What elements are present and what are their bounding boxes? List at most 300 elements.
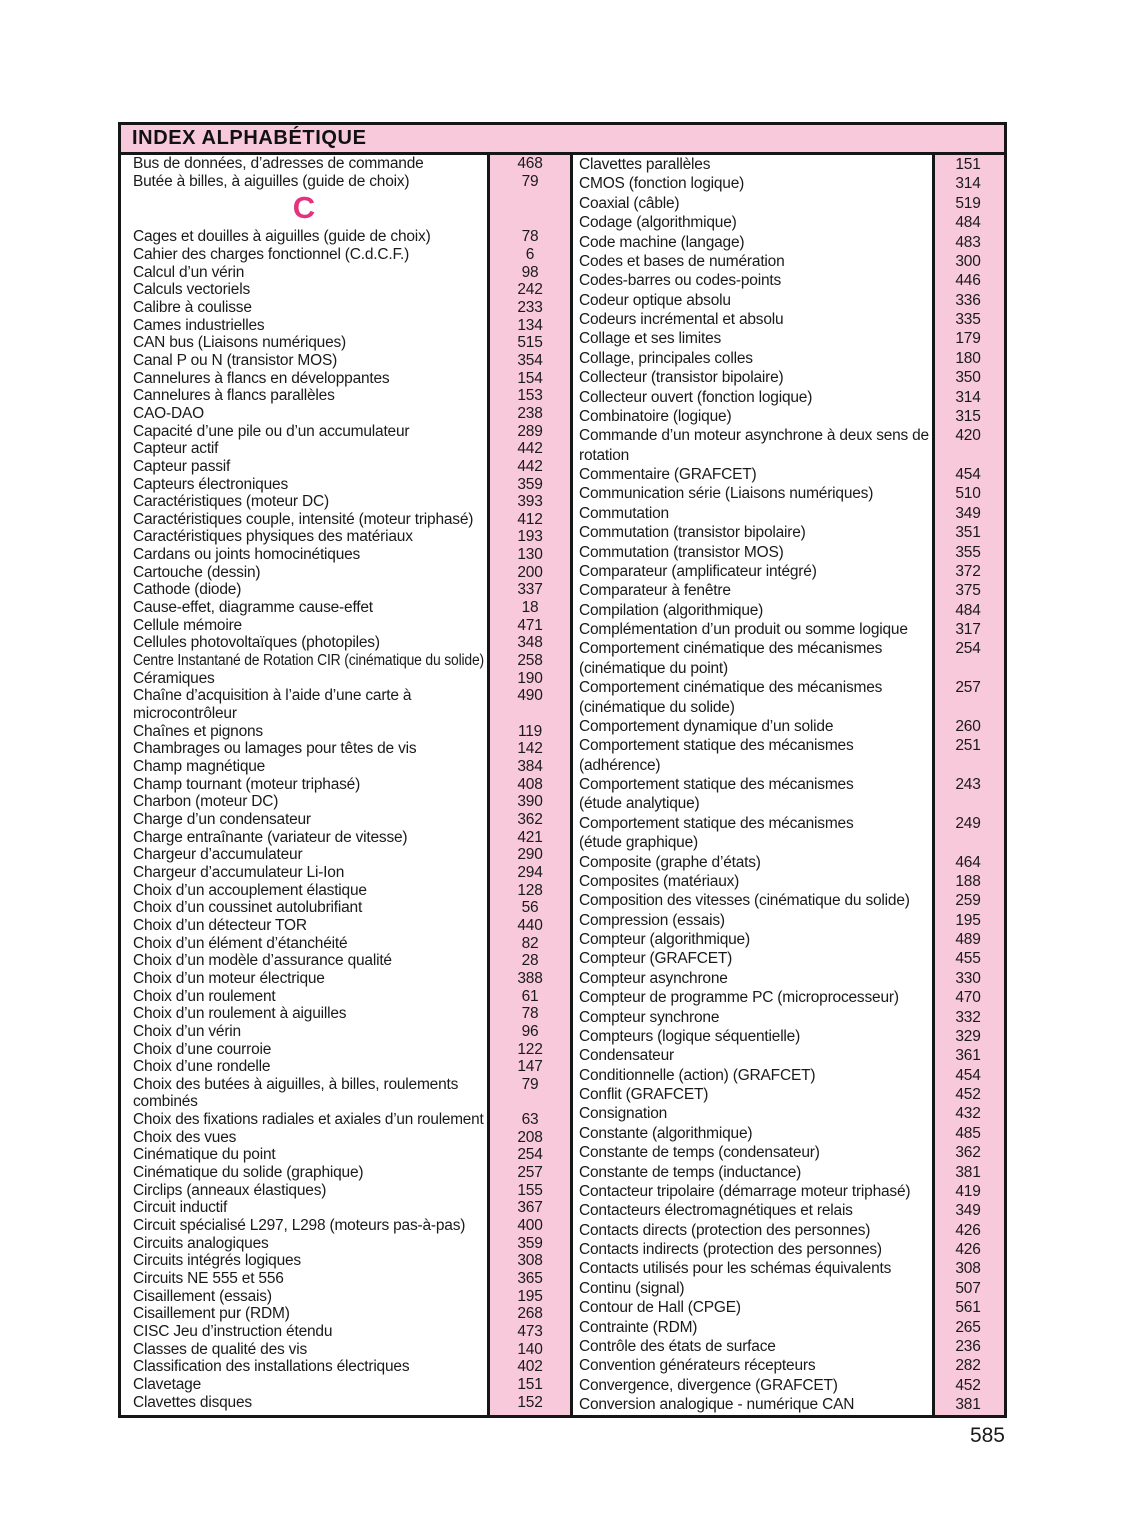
entry-term-line1: Bus de données, d’adresses de commande	[133, 155, 424, 172]
entry-term-line1: Choix d’une rondelle	[133, 1058, 271, 1076]
entry-term-line1: Choix d’un coussinet autolubrifiant	[133, 899, 363, 917]
entry-term-line1: Choix d’un modèle d’assurance qualité	[133, 952, 392, 970]
entry-term	[573, 329, 932, 348]
entry-term	[573, 1046, 932, 1065]
entry-page-ref: 372	[955, 562, 981, 580]
entry-term	[121, 864, 487, 882]
entry-term	[121, 564, 487, 582]
index-entry	[573, 252, 1004, 271]
entry-term-line1: Convergence, divergence (GRAFCET)	[579, 1376, 838, 1394]
entry-page-ref: 195	[955, 911, 981, 929]
entry-term-line1: Cellule mémoire	[133, 616, 242, 634]
entry-term-line1: Calcul d’un vérin	[133, 263, 245, 281]
entry-term-line1: Cause-effet, diagramme cause-effet	[133, 599, 373, 617]
entry-page-ref: 454	[955, 466, 981, 483]
entry-term-line1: Capteur passif	[133, 457, 231, 475]
entry-term-line1: Codeurs incrémental et absolu	[579, 311, 784, 328]
entry-term-line1: Constante de temps (condensateur)	[579, 1144, 820, 1162]
entry-term-line1: Coaxial (câble)	[579, 194, 680, 212]
entry-page-ref: 282	[955, 1357, 981, 1375]
entry-page-ref: 258	[517, 652, 543, 670]
index-entry	[121, 882, 573, 900]
index-entry	[121, 776, 573, 794]
entry-term	[121, 1235, 487, 1253]
index-entry	[121, 846, 573, 864]
entry-page-ref: 473	[517, 1323, 543, 1340]
index-entry	[121, 793, 573, 811]
index-entry	[573, 1414, 1004, 1415]
index-entry	[121, 423, 573, 441]
entry-term-line2: combinés	[133, 1093, 198, 1111]
entry-term-line1: Chargeur d’accumulateur	[133, 846, 303, 864]
entry-term	[573, 814, 932, 853]
entry-page-ref: 384	[517, 758, 543, 775]
index-entry	[121, 617, 573, 635]
entry-term-line1: Chargeur d’accumulateur Li-Ion	[133, 863, 345, 881]
entry-term-line1: Collecteur (transistor bipolaire)	[579, 369, 784, 387]
entry-page-ref: 332	[955, 1008, 981, 1026]
index-header	[121, 125, 1004, 155]
entry-term-line1: Compteur de programme PC (microprocesseur)	[579, 989, 899, 1007]
index-entry	[573, 1182, 1004, 1201]
entry-page-ref: 350	[955, 369, 981, 387]
index-entry	[573, 1376, 1004, 1395]
entry-page-ref: 365	[517, 1270, 543, 1288]
index-entry	[121, 334, 573, 352]
index-entry	[573, 891, 1004, 910]
index-entry	[573, 1279, 1004, 1298]
entry-term-line1: Comportement cinématique des mécanismes	[579, 679, 883, 697]
entry-page-ref: 314	[955, 388, 981, 406]
entry-term-line1: Contour de Hall (CPGE)	[579, 1299, 741, 1317]
right-rows	[573, 155, 1004, 1415]
index-entry	[573, 930, 1004, 949]
entry-term-line1: Chambrages ou lamages pour têtes de vis	[133, 740, 417, 758]
index-entry	[573, 969, 1004, 988]
entry-page-ref: 359	[517, 475, 543, 493]
entry-term	[121, 793, 487, 811]
entry-term-line1: Collage, principales colles	[579, 349, 753, 367]
entry-term	[121, 1376, 487, 1394]
entry-page-ref: 354	[517, 351, 543, 369]
left-rows	[121, 228, 573, 1411]
entry-term-line1: Champ magnétique	[133, 758, 266, 775]
entry-term-line1: Caractéristiques (moteur DC)	[133, 493, 329, 511]
entry-page-ref: 79	[521, 1075, 539, 1093]
entry-term-line1: Choix des butées à aiguilles, à billes, roulements	[133, 1075, 459, 1093]
entry-page-ref: 18	[521, 599, 539, 617]
index-entry	[573, 368, 1004, 387]
entry-term	[573, 1376, 932, 1395]
entry-term	[121, 935, 487, 953]
entry-page-ref: 79	[521, 172, 539, 190]
index-entry	[573, 678, 1004, 717]
index-entry	[121, 864, 573, 882]
index-title: INDEX ALPHABÉTIQUE	[132, 127, 367, 149]
index-entry	[573, 872, 1004, 891]
entry-page-ref: 233	[517, 298, 543, 316]
entry-term-line1: Comportement statique des mécanismes	[579, 776, 854, 793]
entry-term-line1: Choix d’un vérin	[133, 1022, 241, 1040]
index-entry	[121, 1376, 573, 1394]
entry-term	[573, 271, 932, 290]
index-entry	[573, 543, 1004, 562]
entry-page-ref: 257	[955, 679, 981, 697]
entry-term	[573, 601, 932, 620]
entry-page-ref: 440	[517, 916, 543, 934]
entry-term-line1: Comportement cinématique des mécanismes	[579, 640, 883, 658]
entry-term	[121, 829, 487, 847]
index-left-column	[121, 155, 573, 1415]
index-entry	[121, 155, 573, 173]
index-entry	[573, 1395, 1004, 1414]
entry-page-ref: 308	[517, 1252, 543, 1270]
entry-page-ref: 519	[955, 194, 981, 212]
entry-term-line1: Cames industrielles	[133, 316, 265, 334]
entry-page-ref: 238	[517, 404, 543, 422]
entry-term-line1: Contacts indirects (protection des personnes)	[579, 1241, 882, 1258]
entry-term-line1: Contacts directs (protection des personnes)	[579, 1221, 871, 1239]
entry-page-ref: 471	[517, 616, 543, 634]
entry-term-line1: Circuits analogiques	[133, 1234, 269, 1252]
entry-term-line1: Cartouche (dessin)	[133, 563, 261, 581]
entry-term-line1: Condensateur	[579, 1047, 674, 1065]
entry-term	[573, 349, 932, 368]
index-entry	[121, 1146, 573, 1164]
entry-page-ref: 122	[517, 1040, 543, 1058]
entry-term-line1: Charge d’un condensateur	[133, 810, 311, 828]
entry-page-ref: 348	[517, 634, 543, 652]
entry-term	[121, 370, 487, 388]
index-entry	[573, 620, 1004, 639]
index-entry	[573, 639, 1004, 678]
entry-page-ref: 151	[955, 156, 981, 173]
index-entry	[121, 952, 573, 970]
entry-page-ref: 56	[521, 899, 539, 917]
index-entry	[121, 1235, 573, 1253]
entry-page-ref: 421	[517, 828, 543, 846]
entry-page-ref: 195	[517, 1287, 543, 1305]
entry-page-ref: 290	[517, 846, 543, 864]
entry-page-ref: 142	[517, 740, 543, 758]
page-number: 585	[969, 1424, 1005, 1447]
entry-term	[121, 299, 487, 317]
entry-term	[121, 599, 487, 617]
index-entry	[121, 299, 573, 317]
entry-term	[573, 620, 932, 639]
index-entry	[121, 1288, 573, 1306]
index-entry	[573, 1240, 1004, 1259]
entry-term-line1: Compteur (GRAFCET)	[579, 950, 733, 968]
entry-term-line1: Code machine (langage)	[579, 233, 745, 251]
entry-page-ref: 314	[955, 175, 981, 193]
entry-term	[121, 511, 487, 529]
entry-term	[121, 758, 487, 776]
entry-page-ref: 180	[955, 349, 981, 367]
entry-term	[573, 1395, 932, 1414]
entry-term	[573, 407, 932, 426]
entry-term	[573, 1085, 932, 1104]
entry-term-line1: Choix d’un accouplement élastique	[133, 881, 367, 899]
index-entry	[121, 546, 573, 564]
entry-page-ref: 308	[955, 1260, 981, 1278]
entry-term	[121, 528, 487, 546]
index-entry	[573, 523, 1004, 542]
index-entry	[573, 988, 1004, 1007]
entry-page-ref: 249	[955, 814, 981, 832]
entry-page-ref: 390	[517, 793, 543, 811]
entry-term	[573, 717, 932, 736]
entry-page-ref: 412	[517, 510, 543, 528]
index-entry	[121, 564, 573, 582]
index-entry	[121, 687, 573, 722]
entry-page-ref: 336	[955, 291, 981, 309]
index-entry	[573, 1318, 1004, 1337]
entry-term-line1: Comparateur à fenêtre	[579, 582, 731, 600]
entry-term	[573, 775, 932, 814]
entry-page-ref: 442	[517, 457, 543, 475]
entry-term-line1	[579, 1414, 778, 1415]
entry-term-line1: Choix des fixations radiales et axiales d’un roulement	[133, 1111, 484, 1129]
index-entry	[573, 1027, 1004, 1046]
entry-page-ref: 152	[517, 1393, 543, 1411]
entry-term-line1: Capteurs électroniques	[133, 475, 288, 493]
entry-term-line1: Circuit spécialisé L297, L298 (moteurs pas-à-pas)	[133, 1217, 466, 1235]
entry-page-ref: 82	[521, 934, 539, 952]
entry-page-ref: 294	[517, 863, 543, 881]
entry-term-line1: Céramiques	[133, 669, 215, 687]
entry-page-ref: 484	[955, 601, 981, 619]
index-entry	[573, 1143, 1004, 1162]
entry-term-line1: Compilation (algorithmique)	[579, 601, 764, 619]
index-entry	[121, 281, 573, 299]
entry-term-line1: Circuit inductif	[133, 1199, 228, 1217]
index-entry	[121, 1111, 573, 1129]
entry-term-line1: Comportement statique des mécanismes	[579, 814, 854, 832]
entry-term-line1: Cahier des charges fonctionnel (C.d.C.F.)	[133, 245, 410, 263]
index-entry	[121, 1199, 573, 1217]
index-entry	[573, 310, 1004, 329]
entry-term	[121, 1305, 487, 1323]
entry-page-ref: 561	[955, 1299, 981, 1317]
index-entry	[573, 581, 1004, 600]
entry-page-ref: 452	[955, 1086, 981, 1103]
entry-page-ref: 455	[955, 950, 981, 968]
entry-term	[121, 1270, 487, 1288]
entry-term	[121, 246, 487, 264]
entry-term	[573, 388, 932, 407]
index-entry	[121, 634, 573, 652]
index-entry	[573, 426, 1004, 465]
entry-term	[121, 899, 487, 917]
index-entry	[573, 1337, 1004, 1356]
entry-term	[573, 1337, 932, 1356]
entry-term	[573, 252, 932, 271]
entry-term	[121, 1288, 487, 1306]
left-top-rows	[121, 155, 573, 190]
index-entry	[121, 352, 573, 370]
index-entry	[121, 829, 573, 847]
entry-page-ref: 6	[525, 245, 535, 263]
entry-term-line1: Clavetage	[133, 1375, 201, 1393]
entry-page-ref: 330	[955, 969, 981, 987]
entry-page-ref: 400	[517, 1217, 543, 1235]
entry-term	[121, 1041, 487, 1059]
index-entry	[121, 581, 573, 599]
index-entry	[121, 723, 573, 741]
entry-page-ref: 265	[955, 1318, 981, 1336]
entry-page-ref: 470	[955, 989, 981, 1007]
entry-page-ref: 442	[517, 440, 543, 458]
entry-term	[573, 1279, 932, 1298]
index-entry	[121, 1058, 573, 1076]
index-entry	[121, 1164, 573, 1182]
entry-page-ref: 268	[517, 1305, 543, 1323]
entry-page-ref: 251	[955, 737, 981, 755]
index-entry	[121, 264, 573, 282]
entry-term	[573, 543, 932, 562]
entry-page-ref: 155	[517, 1181, 543, 1199]
entry-term-line1: Codes-barres ou codes-points	[579, 272, 782, 290]
index-entry	[121, 1358, 573, 1376]
index-entry	[573, 1356, 1004, 1375]
entry-term	[121, 387, 487, 405]
index-entry	[573, 271, 1004, 290]
entry-term	[573, 969, 932, 988]
entry-term	[121, 476, 487, 494]
entry-term	[121, 846, 487, 864]
index-entry	[573, 601, 1004, 620]
entry-term-line2: (cinématique du point)	[579, 659, 728, 677]
entry-term	[573, 1163, 932, 1182]
entry-page-ref: 393	[517, 493, 543, 511]
entry-page-ref: 147	[517, 1058, 543, 1076]
entry-term-line1: Choix d’une courroie	[133, 1040, 272, 1058]
entry-page-ref: 153	[517, 387, 543, 405]
entry-term	[121, 458, 487, 476]
index-entry	[121, 1041, 573, 1059]
entry-term-line1: CISC Jeu d’instruction étendu	[133, 1323, 333, 1340]
entry-term-line1: Contacteur tripolaire (démarrage moteur triphasé)	[579, 1182, 911, 1200]
entry-term-line1: Collage et ses limites	[579, 330, 722, 348]
index-entry	[573, 814, 1004, 853]
entry-term-line1: Composite (graphe d’états)	[579, 853, 761, 871]
entry-term-line1: Capteur actif	[133, 440, 219, 458]
entry-term	[121, 970, 487, 988]
entry-term-line1: Comparateur (amplificateur intégré)	[579, 562, 817, 580]
entry-page-ref: 179	[955, 330, 981, 348]
entry-page-ref: 485	[955, 1124, 981, 1142]
entry-term-line1: Commentaire (GRAFCET)	[579, 466, 757, 483]
entry-page-ref: 388	[517, 969, 543, 987]
entry-page-ref: 446	[955, 272, 981, 290]
entry-term	[573, 1182, 932, 1201]
entry-page-ref: 426	[955, 1241, 981, 1258]
entry-term	[573, 233, 932, 252]
index-entry	[121, 811, 573, 829]
index-entry	[573, 484, 1004, 503]
entry-term	[573, 194, 932, 213]
entry-page-ref: 78	[521, 1005, 539, 1023]
entry-term	[573, 1008, 932, 1027]
entry-term	[121, 1023, 487, 1041]
entry-page-ref: 367	[517, 1199, 543, 1217]
entry-term-line1: Clavettes parallèles	[579, 156, 711, 173]
index-entry	[573, 174, 1004, 193]
index-entry	[121, 246, 573, 264]
entry-term-line1: Circuits NE 555 et 556	[133, 1270, 284, 1288]
entry-term	[121, 405, 487, 423]
entry-term-line1: Caractéristiques physiques des matériaux	[133, 528, 413, 546]
entry-term-line2: microcontrôleur	[133, 705, 237, 723]
index-entry	[573, 465, 1004, 484]
index-entry	[121, 440, 573, 458]
entry-term	[121, 1217, 487, 1235]
index-entry	[121, 935, 573, 953]
entry-term-line2: (cinématique du solide)	[579, 698, 735, 716]
index-entry	[121, 387, 573, 405]
index-table	[118, 122, 1007, 1418]
entry-page-ref: 408	[517, 775, 543, 793]
index-entry	[121, 528, 573, 546]
entry-page-ref: 402	[517, 1358, 543, 1376]
entry-term-line1: Contrôle des états de surface	[579, 1337, 776, 1355]
entry-term-line1: Convention générateurs récepteurs	[579, 1357, 816, 1375]
index-entry	[121, 652, 573, 670]
entry-page-ref: 190	[517, 669, 543, 687]
entry-page-ref: 452	[955, 1376, 981, 1394]
index-right-column	[573, 155, 1004, 1415]
index-entry	[121, 493, 573, 511]
entry-term-line1: Codes et bases de numération	[579, 252, 785, 270]
index-entry	[573, 349, 1004, 368]
entry-term-line1: Compteurs (logique séquentielle)	[579, 1027, 801, 1045]
entry-term	[121, 155, 487, 173]
entry-page-ref: 489	[955, 931, 981, 948]
entry-term-line1: Communication série (Liaisons numériques)	[579, 485, 874, 503]
index-entry	[573, 1201, 1004, 1220]
entry-term	[121, 776, 487, 794]
entry-term-line2: (étude graphique)	[579, 834, 698, 852]
entry-term-line1: CMOS (fonction logique)	[579, 175, 745, 193]
entry-term-line1: Centre Instantané de Rotation CIR (cinématique du solide)	[133, 652, 484, 670]
entry-term-line1: Cinématique du point	[133, 1146, 276, 1164]
index-entry	[573, 291, 1004, 310]
entry-page-ref: 317	[955, 621, 981, 638]
entry-term-line1: Composites (matériaux)	[579, 872, 740, 890]
entry-page-ref: 361	[955, 1047, 981, 1065]
entry-term-line1: Comportement dynamique d’un solide	[579, 717, 834, 735]
entry-term	[573, 1201, 932, 1220]
entry-page-ref: 468	[517, 155, 543, 172]
index-entry	[121, 1023, 573, 1041]
entry-term	[121, 723, 487, 741]
entry-term-line1: Complémentation d’un produit ou somme logique	[579, 621, 908, 638]
entry-term-line1: Compteur (algorithmique)	[579, 931, 750, 948]
entry-page-ref: 349	[955, 1202, 981, 1220]
entry-term	[121, 423, 487, 441]
entry-term	[573, 291, 932, 310]
index-entry	[573, 1221, 1004, 1240]
entry-term	[121, 988, 487, 1006]
index-entry	[121, 1076, 573, 1111]
entry-term-line1: Commutation (transistor bipolaire)	[579, 524, 806, 542]
entry-page-ref: 242	[517, 281, 543, 299]
entry-page-ref: 420	[955, 427, 981, 445]
entry-term	[121, 281, 487, 299]
entry-page-ref: 289	[517, 422, 543, 440]
entry-term-line1: Comportement statique des mécanismes	[579, 737, 854, 755]
